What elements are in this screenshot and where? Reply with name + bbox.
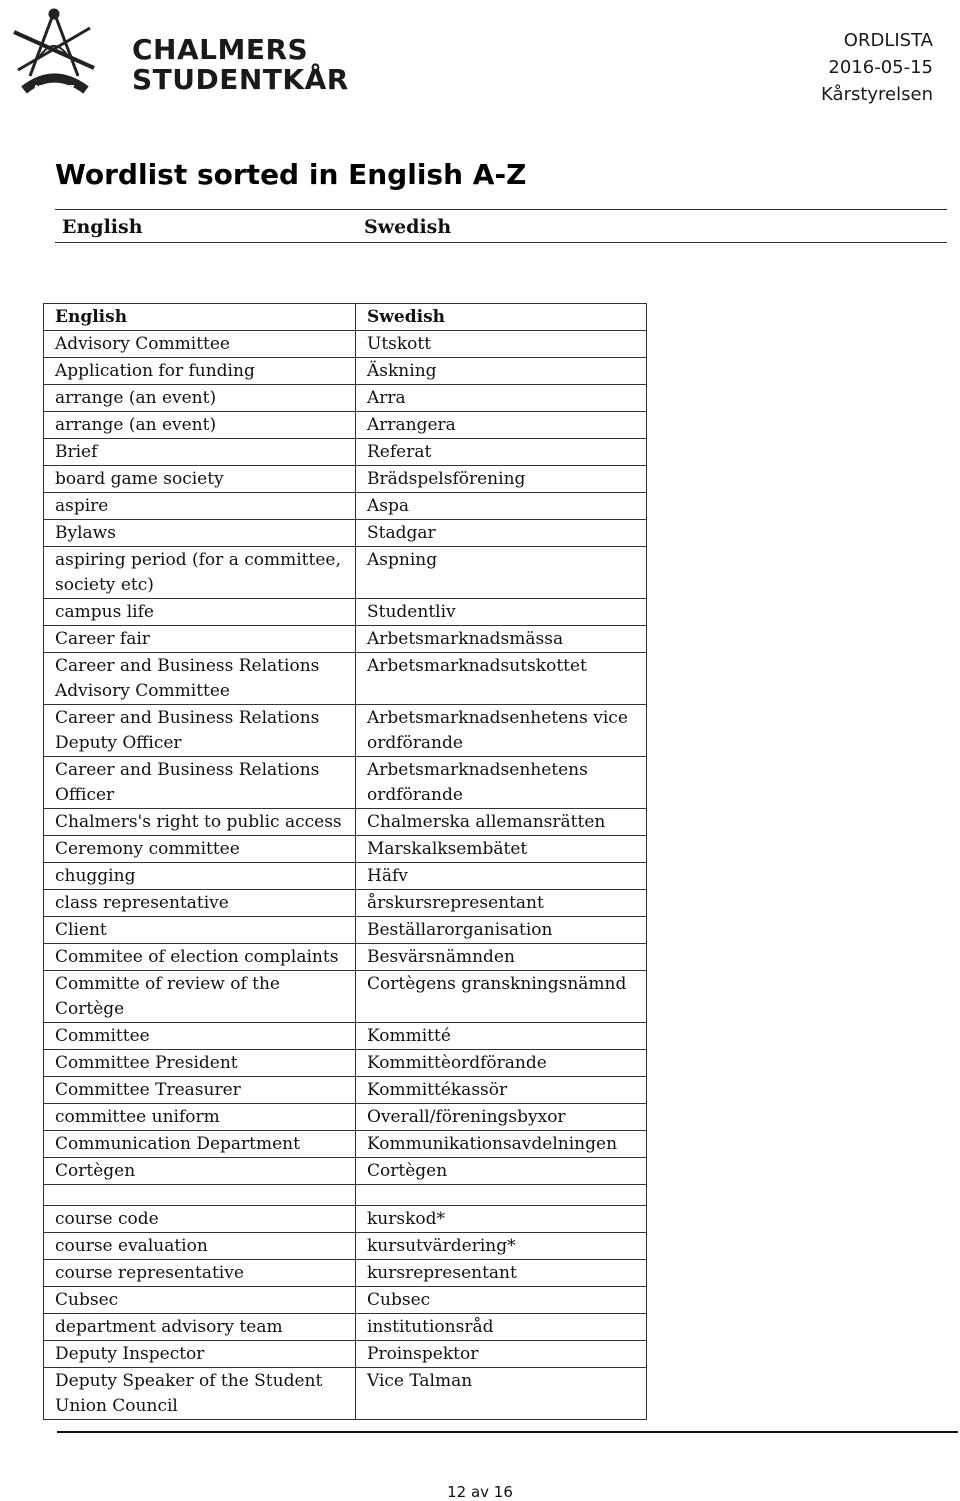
table-row (44, 944, 647, 971)
table-row (44, 1260, 647, 1287)
swedish-term: Referat (356, 439, 647, 466)
chalmers-studentkar-logo (0, 4, 349, 100)
emblem-text: AVANCEZ (33, 84, 75, 93)
swedish-term: Arbetsmarknadsenhetens ordförande (356, 757, 647, 809)
english-term: course representative (44, 1260, 356, 1287)
english-term: Career and Business Relations Deputy Officer (44, 705, 356, 757)
table-row (44, 757, 647, 809)
table-row (44, 599, 647, 626)
english-term: Cubsec (44, 1287, 356, 1314)
table-row (44, 971, 647, 1023)
table-row (44, 1131, 647, 1158)
swedish-term: Aspa (356, 493, 647, 520)
swedish-term: Kommittèordförande (356, 1050, 647, 1077)
page-number: 12 av 16 (447, 1483, 513, 1501)
swedish-term: kursrepresentant (356, 1260, 647, 1287)
english-term: committee uniform (44, 1104, 356, 1131)
swedish-term: Kommittékassör (356, 1077, 647, 1104)
swedish-term: Arra (356, 385, 647, 412)
english-term: Client (44, 917, 356, 944)
table-row (44, 1158, 647, 1185)
table-row (44, 493, 647, 520)
english-term: Cortègen (44, 1158, 356, 1185)
english-term: department advisory team (44, 1314, 356, 1341)
table-row (44, 412, 647, 439)
swedish-term: Beställarorganisation (356, 917, 647, 944)
english-term: Bylaws (44, 520, 356, 547)
english-term: Committee Treasurer (44, 1077, 356, 1104)
table-header-row (44, 304, 647, 331)
doc-author: Kårstyrelsen (821, 84, 933, 105)
spacer-cell (44, 1185, 356, 1206)
swedish-term: Utskott (356, 331, 647, 358)
english-term: Ceremony committee (44, 836, 356, 863)
table-row (44, 626, 647, 653)
table-row (44, 1050, 647, 1077)
swedish-term: Arbetsmarknadsmässa (356, 626, 647, 653)
swedish-term: Arbetsmarknadsutskottet (356, 653, 647, 705)
chalmers-emblem-icon (2, 6, 102, 98)
table-row (44, 1023, 647, 1050)
table-row (44, 1368, 647, 1420)
footer-rule (57, 1431, 958, 1433)
wordlist-table (43, 303, 647, 1420)
table-row (44, 917, 647, 944)
logo-line-1: CHALMERS (132, 33, 309, 66)
english-term: chugging (44, 863, 356, 890)
table-spacer-row (44, 1185, 647, 1206)
table-row (44, 890, 647, 917)
english-term: aspiring period (for a committee, society etc) (44, 547, 356, 599)
english-term: class representative (44, 890, 356, 917)
column-heading-english: English (62, 216, 143, 238)
english-term: course code (44, 1206, 356, 1233)
swedish-term: Proinspektor (356, 1341, 647, 1368)
swedish-term: Arrangera (356, 412, 647, 439)
table-row (44, 331, 647, 358)
page-title: Wordlist sorted in English A-Z (55, 158, 527, 191)
swedish-term: kursutvärdering* (356, 1233, 647, 1260)
doc-type: ORDLISTA (843, 30, 933, 51)
swedish-term: Cubsec (356, 1287, 647, 1314)
table-row (44, 1287, 647, 1314)
english-term: aspire (44, 493, 356, 520)
title-rule (55, 209, 947, 210)
swedish-term: Besvärsnämnden (356, 944, 647, 971)
table-row (44, 520, 647, 547)
spacer-cell (356, 1185, 647, 1206)
table-row (44, 705, 647, 757)
swedish-term: Stadgar (356, 520, 647, 547)
swedish-term: kurskod* (356, 1206, 647, 1233)
swedish-term: Marskalksembätet (356, 836, 647, 863)
swedish-term: Äskning (356, 358, 647, 385)
swedish-term: Chalmerska allemansrätten (356, 809, 647, 836)
table-row (44, 358, 647, 385)
english-term: Deputy Inspector (44, 1341, 356, 1368)
english-term: course evaluation (44, 1233, 356, 1260)
english-term: board game society (44, 466, 356, 493)
document-header-info (821, 27, 933, 108)
table-row (44, 653, 647, 705)
english-term: Committee President (44, 1050, 356, 1077)
table-row (44, 809, 647, 836)
english-term: campus life (44, 599, 356, 626)
column-heading-swedish: Swedish (364, 216, 452, 238)
column-heading-rule (55, 242, 947, 243)
swedish-term: Kommunikationsavdelningen (356, 1131, 647, 1158)
table-header-english: English (44, 304, 356, 331)
english-term: Deputy Speaker of the Student Union Council (44, 1368, 356, 1420)
swedish-term: Häfv (356, 863, 647, 890)
english-term: Advisory Committee (44, 331, 356, 358)
swedish-term: Arbetsmarknadsenhetens vice ordförande (356, 705, 647, 757)
swedish-term: Kommitté (356, 1023, 647, 1050)
swedish-term: Cortègen (356, 1158, 647, 1185)
swedish-term: Overall/föreningsbyxor (356, 1104, 647, 1131)
swedish-term: årskursrepresentant (356, 890, 647, 917)
table-row (44, 1314, 647, 1341)
table-row (44, 1233, 647, 1260)
swedish-term: Cortègens granskningsnämnd (356, 971, 647, 1023)
table-header-swedish: Swedish (356, 304, 647, 331)
swedish-term: Brädspelsförening (356, 466, 647, 493)
table-row (44, 547, 647, 599)
english-term: Communication Department (44, 1131, 356, 1158)
english-term: arrange (an event) (44, 412, 356, 439)
table-row (44, 1104, 647, 1131)
swedish-term: institutionsråd (356, 1314, 647, 1341)
english-term: Committe of review of the Cortège (44, 971, 356, 1023)
table-row (44, 385, 647, 412)
english-term: Chalmers's right to public access (44, 809, 356, 836)
swedish-term: Aspning (356, 547, 647, 599)
table-row (44, 1077, 647, 1104)
english-term: arrange (an event) (44, 385, 356, 412)
swedish-term: Studentliv (356, 599, 647, 626)
english-term: Career and Business Relations Advisory Committee (44, 653, 356, 705)
doc-date: 2016-05-15 (828, 57, 933, 78)
english-term: Committee (44, 1023, 356, 1050)
swedish-term: Vice Talman (356, 1368, 647, 1420)
table-row (44, 439, 647, 466)
table-row (44, 836, 647, 863)
english-term: Brief (44, 439, 356, 466)
logo-line-2: STUDENTKÅR (132, 63, 349, 96)
english-term: Career and Business Relations Officer (44, 757, 356, 809)
english-term: Career fair (44, 626, 356, 653)
table-row (44, 1206, 647, 1233)
english-term: Application for funding (44, 358, 356, 385)
table-row (44, 466, 647, 493)
table-row (44, 1341, 647, 1368)
english-term: Commitee of election complaints (44, 944, 356, 971)
table-row (44, 863, 647, 890)
